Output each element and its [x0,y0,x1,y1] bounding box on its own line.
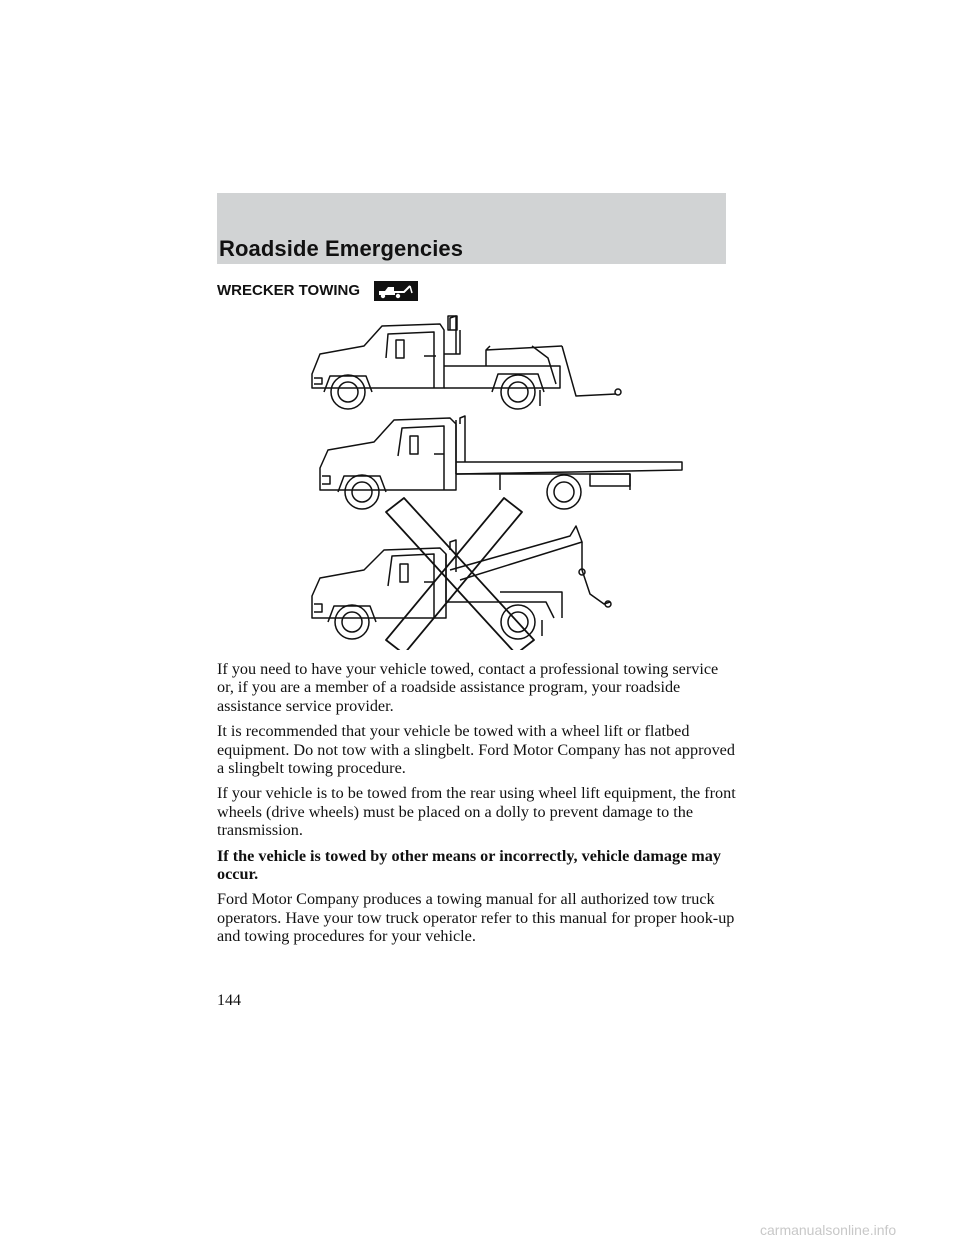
page-header-title: Roadside Emergencies [219,236,464,261]
paragraph: If your vehicle is to be towed from the rear using wheel lift equipment, the front wheels (drive wheels) must be placed on a dolly to prevent damage to the transmission. [217,784,736,840]
warning-paragraph: If the vehicle is towed by other means or incorrectly, vehicle damage may occur. [217,846,721,884]
flatbed-tow-truck [320,416,682,509]
wheel-lift-tow-truck [312,316,621,409]
body-text [217,660,737,953]
slingbelt-tow-truck [312,498,611,650]
towing-methods-illustration [300,310,700,650]
watermark: carmanualsonline.info [760,1222,897,1238]
tow-truck-icon [374,281,418,301]
page-number: 144 [217,992,241,1009]
section-title: WRECKER TOWING [217,282,361,299]
paragraph: If you need to have your vehicle towed, contact a professional towing service or, if you are a member of a roadside assistance program, your roadside assistance service provider. [217,660,719,715]
paragraph: Ford Motor Company produces a towing manual for all authorized tow truck operators. Have your tow truck operator refer to this manual for proper hook-up and towing procedures for your vehicle. [217,890,735,946]
paragraph: It is recommended that your vehicle be towed with a wheel lift or flatbed equipment. Do not tow with a slingbelt. Ford Motor Company has not approved a slingbelt towing procedure. [217,722,735,778]
